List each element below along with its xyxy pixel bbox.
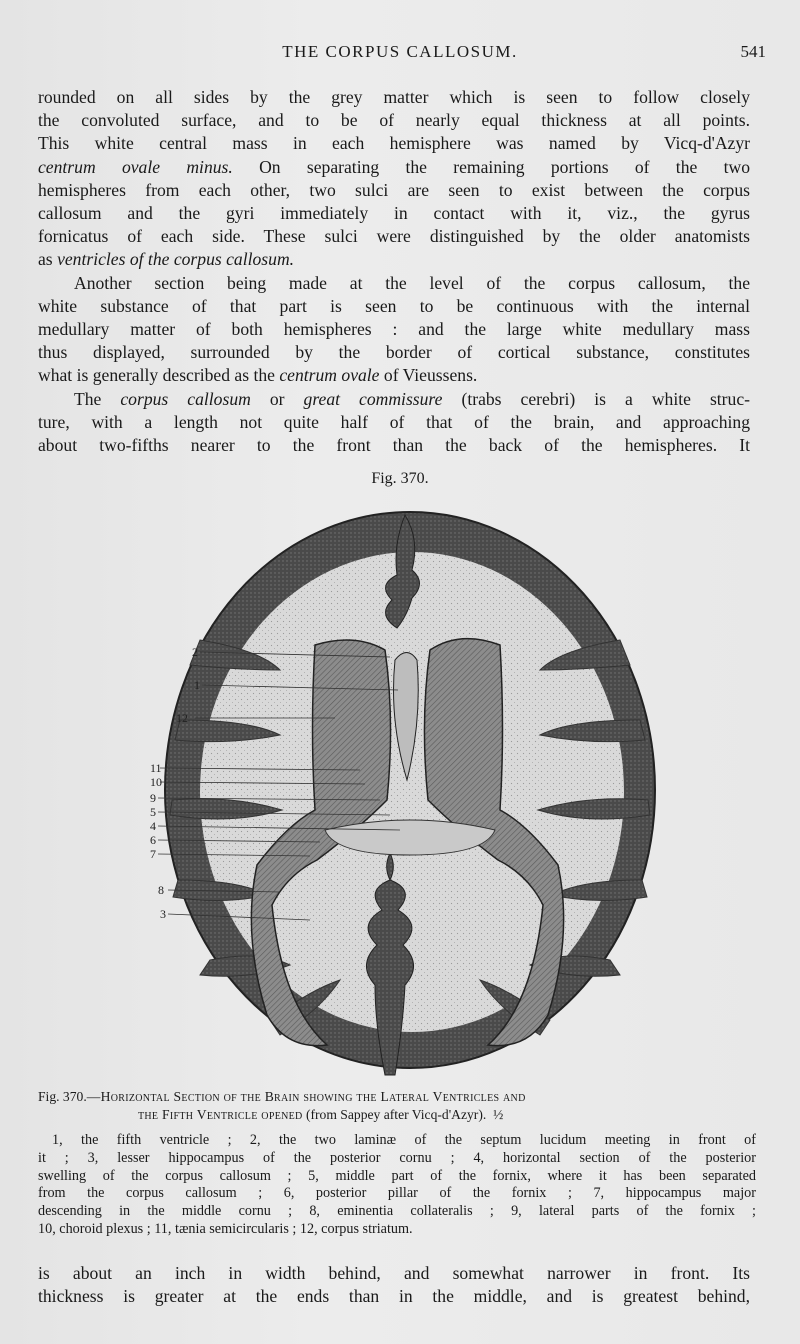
text-line: This white central mass in each hemisphere was named by Vicq-d'Azyr (38, 133, 750, 154)
italic-term: centrum ovale minus. (38, 156, 233, 177)
text-span: (trabs cerebri) is a white struc- (442, 388, 750, 409)
text-line: callosum and the gyri immediately in contact with it, viz., the gyrus (38, 203, 750, 224)
italic-term: centrum ovale (279, 365, 380, 386)
text-span: what is generally described as the (38, 365, 280, 386)
figure-number-6: 6 (150, 833, 156, 847)
figure-number-8: 8 (158, 883, 164, 897)
figure-number-4: 4 (150, 819, 156, 833)
legend-line: it ; 3, lesser hippocampus of the posterior cornu ; 4, horizontal section of the posterior (38, 1149, 756, 1166)
running-title: THE CORPUS CALLOSUM. (282, 42, 518, 61)
caption-scale: ½ (493, 1107, 504, 1122)
figure-number-12: 12 (176, 711, 188, 725)
body-text-bottom (38, 1262, 750, 1308)
italic-term: ventricles of the corpus callosum. (57, 249, 295, 270)
text-line: the convoluted surface, and to be of nearly equal thickness at all points. (38, 110, 750, 131)
text-line: about two-fifths nearer to the front than the back of the hemispheres. It (38, 435, 750, 456)
text-line: medullary matter of both hemispheres : and the large white medullary mass (38, 319, 750, 340)
text-span: or (250, 388, 304, 409)
body-text-top (38, 86, 750, 457)
figure-number-10: 10 (150, 775, 162, 789)
page-number: 541 (740, 42, 766, 61)
text-span: of Vieussens. (379, 365, 478, 386)
text-line (38, 364, 750, 387)
text-line: white substance of that part is seen to be continuous with the internal (38, 295, 750, 316)
caption-fig-ref: Fig. 370. (38, 1089, 87, 1104)
text-line (38, 156, 750, 179)
text-line: thickness is greater at the ends than in the middle, and is greatest behind, (38, 1286, 750, 1307)
figure-number-11: 11 (150, 761, 162, 775)
italic-term: great commissure (303, 388, 443, 409)
figure-number-7: 7 (150, 847, 156, 861)
text-line: is about an inch in width behind, and somewhat narrower in front. Its (38, 1263, 750, 1283)
figure-number-1: 1 (194, 678, 200, 692)
text-line: hemispheres from each other, two sulci are seen to exist between the corpus (38, 179, 750, 200)
text-span: On separating the remaining portions of the two (232, 156, 750, 177)
figure-number-5: 5 (150, 805, 156, 819)
figure-caption-title (38, 1088, 758, 1124)
caption-source: (from Sappey after Vicq-d'Azyr). (302, 1107, 487, 1122)
paragraph-3 (38, 388, 750, 458)
caption-title-line1: —Horizontal Section of the Brain showing the Lateral Ventricles and (86, 1089, 526, 1104)
figure-label: Fig. 370. (371, 470, 429, 487)
legend-line: swelling of the corpus callosum ; 5, middle part of the fornix, where it has been separated (38, 1167, 756, 1184)
text-span: as (38, 249, 58, 270)
brain-section-illustration (150, 500, 670, 1080)
text-span: The (74, 388, 121, 409)
text-line: ture, with a length not quite half of that of the brain, and approaching (38, 411, 750, 432)
legend-line: from the corpus callosum ; 6, posterior pillar of the fornix ; 7, hippocampus major (38, 1185, 756, 1202)
running-header (0, 40, 800, 66)
figure-legend (38, 1132, 756, 1239)
paragraph-1 (38, 86, 750, 272)
figure-number-2: 2 (192, 645, 198, 659)
text-line: fornicatus of each side. These sulci were distinguished by the older anatomists (38, 226, 750, 247)
legend-line: descending in the middle cornu ; 8, eminentia collateralis ; 9, lateral parts of the fornix ; (38, 1203, 756, 1220)
legend-line: 1, the fifth ventricle ; 2, the two laminæ of the septum lucidum meeting in front of (52, 1132, 756, 1148)
text-line: rounded on all sides by the grey matter which is seen to follow closely (38, 87, 750, 107)
figure-number-3: 3 (160, 907, 166, 921)
text-line: Another section being made at the level of the corpus callosum, the (74, 272, 750, 293)
figure-number-9: 9 (150, 791, 156, 805)
text-line: thus displayed, surrounded by the border of cortical substance, constitutes (38, 342, 750, 363)
caption-title-line2: the Fifth Ventricle opened (138, 1107, 303, 1122)
italic-term: corpus callosum (120, 388, 251, 409)
paragraph-2 (38, 272, 750, 388)
legend-line: 10, choroid plexus ; 11, tænia semicircularis ; 12, corpus striatum. (38, 1220, 413, 1237)
text-line (38, 248, 750, 271)
text-line (38, 388, 750, 411)
